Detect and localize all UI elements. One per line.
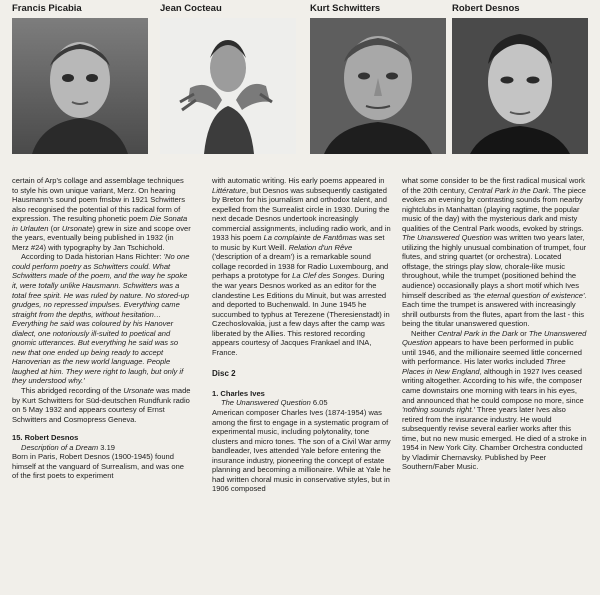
paragraph: Born in Paris, Robert Desnos (1900-1945) found himself at the vanguard of Surrealism, and was one of the first poets to experiment: [12, 452, 184, 481]
paragraph: American composer Charles Ives (1874-1954) was among the first to engage in a systematic program of experimental music, including polytonality, tone clusters and micro tones. The son of a Civil War army bandleader, Ives attended Yale before entering the insurance industry, pioneering the concept of estate planning and becoming a millionaire. While at Yale he had written choral music in conservative styles, but in 1906 composed: [212, 408, 391, 494]
portrait-caption: Kurt Schwitters: [310, 3, 381, 14]
portrait-schwitters: [310, 0, 446, 154]
track-title: The Unanswered Question 6.05: [221, 398, 328, 408]
text-column-1: [12, 176, 192, 481]
paragraph: This abridged recording of the Ursonate was made by Kurt Schwitters for Süd-deutschen Rundfunk radio on 5 May 1932 and appears courtesy of Ernst Schwitters and Cosmopress Geneva.: [12, 386, 191, 424]
portrait-strip: [0, 0, 600, 165]
photo-jean-cocteau: [160, 18, 296, 154]
portrait-desnos: [452, 0, 588, 154]
portrait-picabia: [12, 0, 148, 154]
disc-heading: Disc 2: [212, 369, 236, 379]
photo-robert-desnos: [452, 18, 588, 154]
track-title: Description of a Dream 3.19: [21, 442, 115, 452]
paragraph: According to Dada historian Hans Richter: 'No one could perform poetry as Schwitters could. What Schwitters made of the poem, and the way he spoke it, were totally unlike Hausmann. Schwitters was a total free spirit. He was ruled by nature. No stored-up grudges, no repressed impulses. Everything came straight from the depths, without hesitation… Everything he said was coloured by his Hanover dialect, one notoriously ill-suited to poetical and gnomic utterances. But everything he said was so new that one ended up being ready to accept Hanoverian as the new world language. People laughed at him. They were right to laugh, but only if they understood why.': [12, 252, 190, 386]
desnos-photo-image: [452, 18, 588, 154]
photo-kurt-schwitters: [310, 18, 446, 154]
cocteau-photo-image: [160, 18, 296, 154]
text-column-2: [212, 176, 392, 494]
paragraph: certain of Arp's collage and assemblage techniques to style his own unique variant, Merz. On hearing Hausmann's sound poem fmsbw in 1921 Schwitters also recognised the potential of this radical form of expression. The resulting phonetic poem Die Sonata in Urlauten (or Ursonate) grew in size and scope over the years, eventually being published in 1932 (in Merz #24) with typography by Jan Tschichold.: [12, 176, 191, 252]
portrait-caption: Jean Cocteau: [160, 3, 222, 14]
paragraph: Neither Central Park in the Dark or The Unanswered Question appears to have been performed in public until 1946, and the millionaire seemed little concerned with performance. His later works included Three Places in New England, although in 1927 Ives ceased writing altogether. According to his wife, the composer came downstairs one morning with tears in his eyes, and announced that he could compose no more, since 'nothing sounds right.' Three years later Ives also retired from the insurance industry. He would subsequently revise several earlier works after this time, but no new music emerged. He died of a stroke in 1954 in New York City. Chamber Orchestra conducted by Vladimir Chernavsky. Published by Peer Southern/Faber Music.: [402, 328, 587, 472]
schwitters-photo-image: [310, 18, 446, 154]
picabia-photo-image: [12, 18, 148, 154]
paragraph: with automatic writing. His early poems appeared in Littérature, but Desnos was subsequently castigated by Breton for his journalism and orthodox talent, and expelled from the Surrealist circle in 1930. During the next decade Desnos undertook increasingly commercial assignments, including radio work, and in 1933 his poem La complainte de Fantômas was set to music by Kurt Weill. Relation d'un Rêve ('description of a dream') is a remarkable sound collage recorded in 1938 for Radio Luxembourg, and perhaps a prototype for La Clef des Songes. During the war years Desnos worked as an editor for the clandestine Les Editions du Minuit, but was arrested and deported to Buchenwald. In June 1945 he succumbed to typhus at Terezene (Theresienstadt) in Czechoslovakia, just a few days after the camp was liberated by the Allies. This restored recording appears courtesy of Jacques Frankael and INA, France.: [212, 176, 391, 357]
portrait-caption: Francis Picabia: [12, 3, 82, 14]
text-column-3: [402, 176, 588, 472]
portrait-caption: Robert Desnos: [452, 3, 520, 14]
paragraph: what some consider to be the first radical musical work of the 20th century, Central Park in the Dark. The piece evokes an evening by contrasting sounds from nearby nightclubs in Manhattan (playing ragtime, the popular music of the day) with the mysterious dark and misty qualities of the Central Park woods, evoked by strings. The Unanswered Question was written two years later, utilizing the highly unusual combination of trumpet, four flutes, and string quartet (or orchestra). Located offstage, the strings play slow, chorale-like music throughout, while the trumpet (positioned behind the audience) occasionally plays a short motif which Ives himself described as 'the eternal question of existence'. Each time the trumpet is answered with increasingly shrill outbursts from the flutes, apart from the last - this being the titular unanswered question.: [402, 176, 587, 329]
track-heading: 15. Robert Desnos: [12, 433, 79, 443]
photo-francis-picabia: [12, 18, 148, 154]
portrait-cocteau: [160, 0, 296, 154]
track-heading: 1. Charles Ives: [212, 388, 265, 398]
